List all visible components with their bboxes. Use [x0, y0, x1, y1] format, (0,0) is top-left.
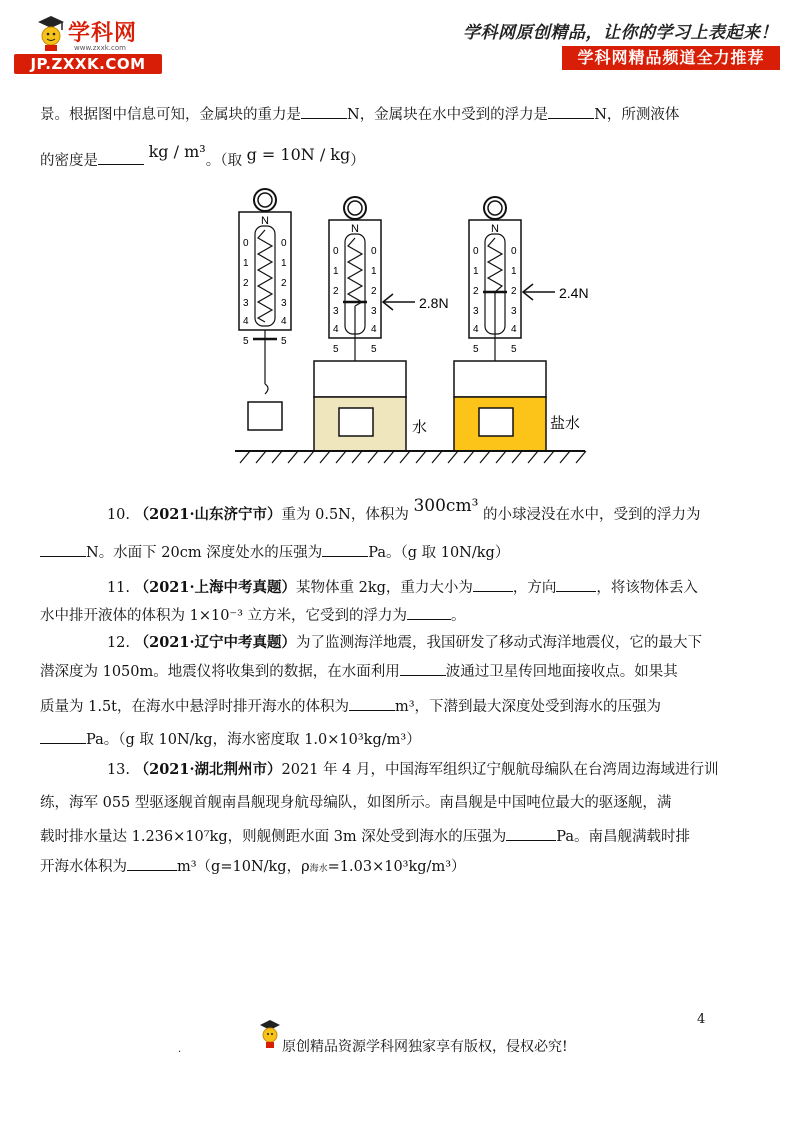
tick-label: 3 [281, 298, 287, 309]
q13-line4 [40, 856, 466, 879]
question-number: 11. [106, 580, 130, 596]
q13-text: 练，海军 055 型驱逐舰首舰南昌舰现身航母编队，如图所示。南昌舰是中国吨位最大的驱逐舰，满 [40, 795, 672, 811]
tick-label: 2 [473, 286, 479, 297]
mascot-icon [258, 1018, 282, 1050]
metal-block [479, 408, 513, 436]
scale-unit-label: N [261, 215, 269, 227]
header-slogan: 学科网原创精品，让你的学习上表起来！ [463, 23, 778, 43]
mascot-icon [34, 14, 68, 52]
q13-text: =1.03×10³kg/m³） [327, 859, 466, 875]
hatch-mark [400, 451, 410, 463]
rho-subscript: 海水 [309, 864, 328, 874]
tick-label: 0 [473, 246, 479, 257]
q12-text: 潜深度为 1050m。地震仪将收集到的数据，在水面利用 [40, 664, 400, 680]
q10-text: 的小球浸没在水中，受到的浮力为 [483, 507, 701, 523]
hatch-mark [352, 451, 362, 463]
tick-label: 3 [333, 306, 339, 317]
answer-blank [40, 542, 86, 557]
tick-label: 4 [511, 324, 517, 335]
tick-label: 3 [243, 298, 249, 309]
q11-line1 [40, 577, 698, 598]
tick-label: 0 [371, 246, 377, 257]
q12-line2 [40, 661, 678, 682]
q12-line1 [40, 633, 702, 653]
q10-text: 重为 0.5N，体积为 [281, 507, 409, 523]
site-logo [14, 14, 162, 74]
answer-blank [322, 542, 368, 557]
answer-blank [301, 104, 347, 119]
volume-value: 300cm³ [413, 496, 479, 516]
q11-text: 某物体重 2kg，重力大小为 [296, 580, 473, 596]
question-number: 13. [106, 762, 130, 778]
tick-label: 3 [371, 306, 377, 317]
q12-text: 为了监测海洋地震，我国研发了移动式海洋地震仪，它的最大下 [296, 635, 703, 651]
hatch-mark [528, 451, 538, 463]
tick-label: 5 [371, 344, 377, 355]
g-value: g = 10N / kg [246, 145, 351, 164]
reading-water: 2.8N [419, 295, 449, 311]
hatch-mark [384, 451, 394, 463]
hatch-mark [496, 451, 506, 463]
q12-text: Pa。（g 取 10N/kg，海水密度取 1.0×10³kg/m³） [86, 732, 421, 748]
answer-blank [473, 577, 513, 592]
tick-label: 5 [243, 336, 249, 347]
q9-text: N，金属块在水中受到的浮力是 [347, 107, 549, 123]
answer-blank [127, 856, 177, 871]
tick-label: 2 [243, 278, 249, 289]
answer-blank [556, 577, 596, 592]
scale-unit-label: N [491, 223, 499, 235]
tick-label: 4 [243, 316, 249, 327]
q11-text: 。 [451, 608, 466, 624]
question-source: （2021·湖北荆州市） [134, 761, 282, 778]
tick-label: 5 [511, 344, 517, 355]
hatch-mark [576, 451, 586, 463]
header-banner: 学科网精品频道全力推荐 [562, 46, 780, 70]
logo-url: JP.ZXXK.COM [14, 54, 162, 74]
tick-label: 4 [371, 324, 377, 335]
tick-label: 0 [243, 238, 249, 249]
hatch-mark [544, 451, 554, 463]
label-saltwater: 盐水 [550, 414, 581, 432]
answer-blank [40, 729, 86, 744]
q9-text: 。（取 [205, 153, 242, 169]
q10-line2 [40, 542, 509, 563]
q12-line4 [40, 729, 421, 750]
tick-label: 1 [333, 266, 339, 277]
question-number: 10. [106, 507, 130, 523]
beaker-top [314, 361, 406, 397]
q9-text: 景。根据图中信息可知，金属块的重力是 [40, 107, 301, 123]
metal-block [248, 402, 282, 430]
q11-line2 [40, 605, 466, 626]
tick-label: 2 [281, 278, 287, 289]
hatch-mark [320, 451, 330, 463]
tick-label: 0 [333, 246, 339, 257]
tick-label: 2 [333, 286, 339, 297]
scale-unit-label: N [351, 223, 359, 235]
q13-text: Pa。南昌舰满载时排 [556, 829, 691, 845]
tick-label: 5 [473, 344, 479, 355]
tick-label: 4 [333, 324, 339, 335]
tick-label: 1 [473, 266, 479, 277]
tick-label: 4 [281, 316, 287, 327]
tick-label: 2 [511, 286, 517, 297]
q13-text: m³（g=10N/kg，ρ [177, 859, 310, 875]
spring-scale-figure [230, 188, 600, 468]
q9-text: ） [350, 153, 365, 169]
q11-text: 水中排开液体的体积为 1×10⁻³ 立方米，它受到的浮力为 [40, 608, 408, 624]
hatch-mark [256, 451, 266, 463]
metal-block [339, 408, 373, 436]
q12-text: 波通过卫星传回地面接收点。如果其 [445, 664, 678, 680]
hatch-mark [480, 451, 490, 463]
tick-label: 0 [511, 246, 517, 257]
tick-label: 3 [511, 306, 517, 317]
hatch-mark [240, 451, 250, 463]
q13-line2 [40, 793, 671, 813]
logo-text: 学科网 [68, 21, 138, 46]
q13-line1 [40, 760, 718, 780]
q10-text: N。水面下 20cm 深度处水的压强为 [86, 545, 323, 561]
answer-blank [506, 826, 556, 841]
q9-text: 的密度是 [40, 153, 98, 169]
footer-dot: . [178, 1044, 182, 1055]
hatch-mark [464, 451, 474, 463]
q13-text: 2021 年 4 月，中国海军组织辽宁舰航母编队在台湾周边海域进行训 [281, 762, 719, 778]
tick-label: 1 [243, 258, 249, 269]
ground-hatch [240, 451, 586, 463]
tick-label: 0 [281, 238, 287, 249]
q12-text: 质量为 1.5t，在海水中悬浮时排开海水的体积为 [40, 699, 349, 715]
tick-label: 1 [371, 266, 377, 277]
question-source: （2021·上海中考真题） [134, 579, 297, 596]
q12-text: m³，下潜到最大深度处受到海水的压强为 [395, 699, 662, 715]
logo-subtext: www.zxxk.com [74, 44, 126, 52]
answer-blank [400, 661, 446, 676]
hatch-mark [512, 451, 522, 463]
q9-line1 [40, 104, 679, 125]
q9-text: N，所测液体 [594, 107, 680, 123]
tick-label: 1 [281, 258, 287, 269]
hatch-mark [272, 451, 282, 463]
tick-label: 4 [473, 324, 479, 335]
beaker-top [454, 361, 546, 397]
hatch-mark [432, 451, 442, 463]
q13-text: 载时排水量达 1.236×10⁷kg，则舰侧距水面 3m 深处受到海水的压强为 [40, 829, 507, 845]
tick-label: 3 [473, 306, 479, 317]
hatch-mark [288, 451, 298, 463]
label-water: 水 [412, 418, 428, 436]
q10-text: Pa。（g 取 10N/kg） [368, 545, 510, 561]
q11-text: ，方向 [512, 580, 557, 596]
answer-blank [407, 605, 451, 620]
question-source: （2021·山东济宁市） [134, 506, 282, 523]
tick-label: 2 [371, 286, 377, 297]
q13-line3 [40, 826, 690, 847]
hatch-mark [448, 451, 458, 463]
answer-blank [349, 696, 395, 711]
hatch-mark [336, 451, 346, 463]
hatch-mark [368, 451, 378, 463]
reading-saltwater: 2.4N [559, 285, 589, 301]
scale-in-air [239, 189, 291, 430]
density-unit: kg / m³ [148, 142, 206, 161]
q10-line1 [40, 496, 701, 525]
hatch-mark [416, 451, 426, 463]
answer-blank [98, 150, 144, 165]
tick-label: 5 [281, 336, 287, 347]
q13-text: 开海水体积为 [40, 859, 127, 875]
tick-label: 1 [511, 266, 517, 277]
hatch-mark [304, 451, 314, 463]
q12-line3 [40, 696, 661, 717]
q9-line2 [40, 142, 365, 171]
question-number: 12. [106, 635, 130, 651]
tick-label: 5 [333, 344, 339, 355]
question-source: （2021·辽宁中考真题） [134, 634, 297, 651]
copyright-notice: 原创精品资源学科网独家享有版权，侵权必究! [282, 1039, 568, 1055]
answer-blank [548, 104, 594, 119]
hatch-mark [560, 451, 570, 463]
page-number: 4 [697, 1012, 706, 1027]
q11-text: ，将该物体丢入 [596, 580, 698, 596]
